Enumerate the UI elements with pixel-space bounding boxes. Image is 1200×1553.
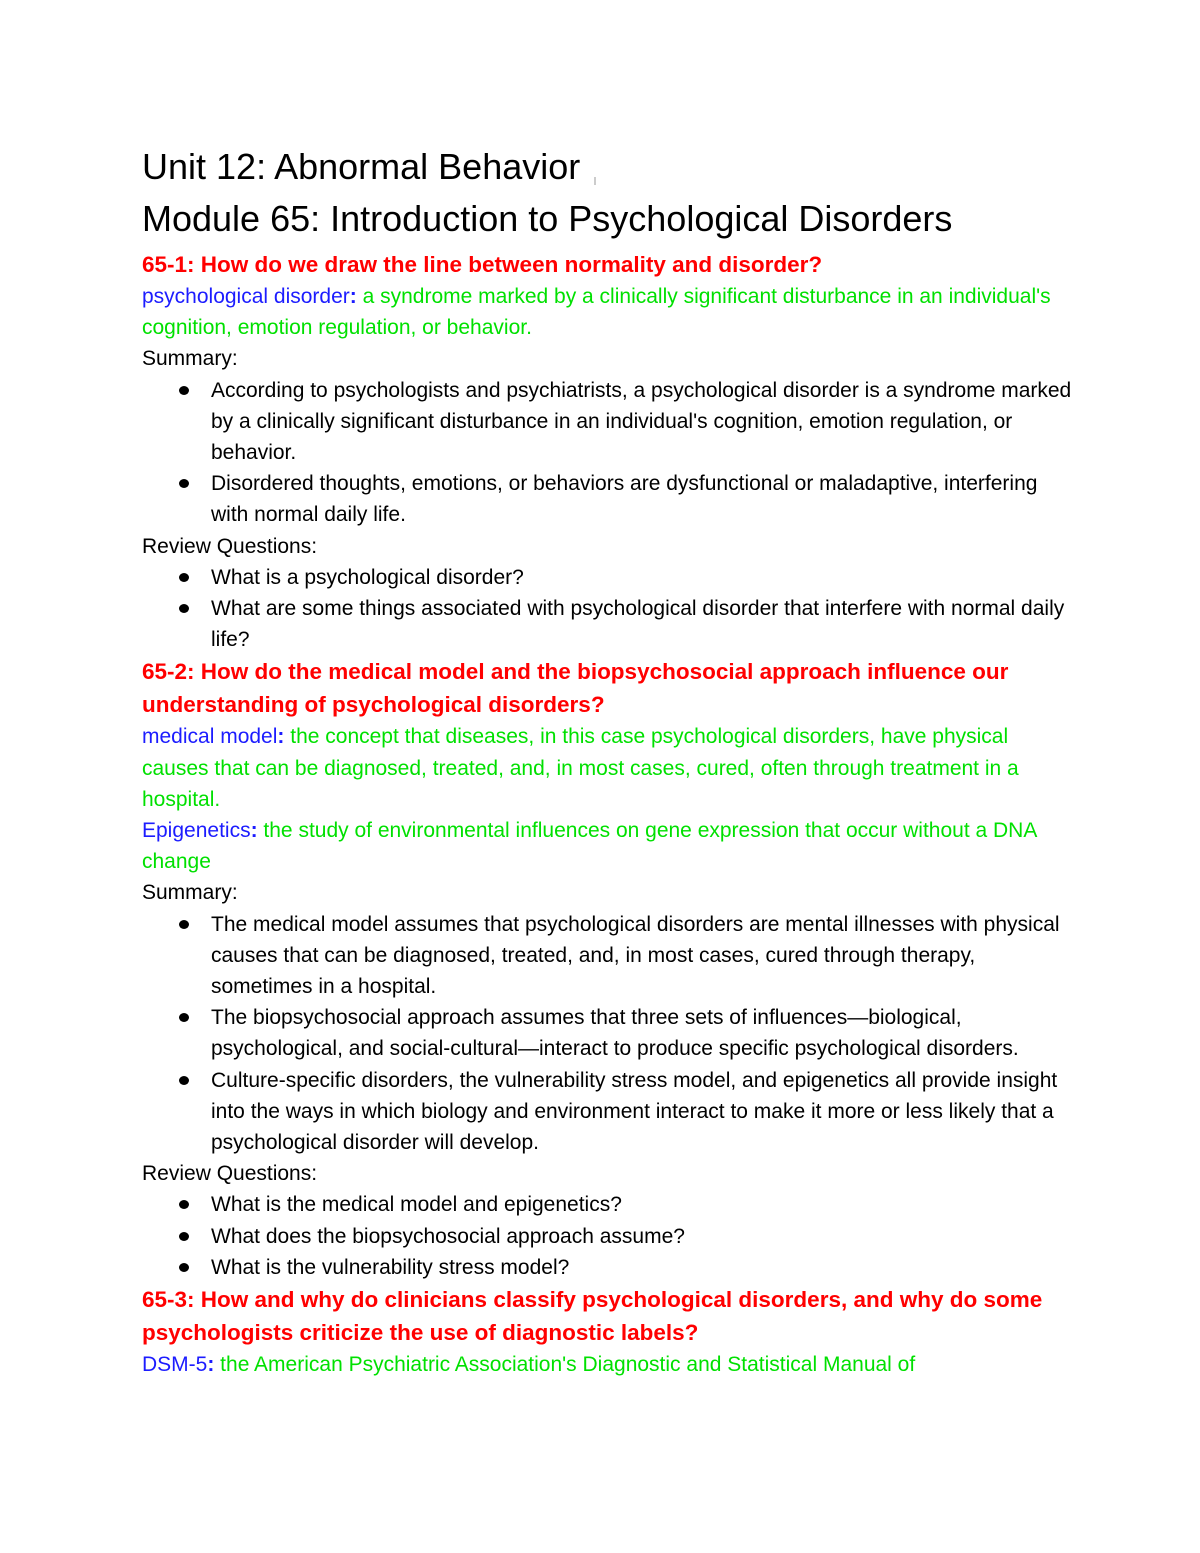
definition-term: DSM-5 bbox=[142, 1353, 208, 1377]
summary-label: Summary: bbox=[142, 347, 238, 371]
definition-text: a syndrome marked by a clinically significant disturbance in an individual's cognition, emotion regulation, or behavior. bbox=[142, 285, 1051, 340]
definition-colon: : bbox=[207, 1353, 215, 1377]
bullet-dot-icon bbox=[179, 1076, 189, 1085]
review-item: What are some things associated with psychological disorder that interfere with normal daily life? bbox=[211, 593, 1072, 655]
summary-item: The medical model assumes that psychological disorders are mental illnesses with physical causes that can be diagnosed, treated, and, in most cases, cured through therapy, sometimes in a hospital. bbox=[211, 909, 1072, 1003]
definition-text: the American Psychiatric Association's Diagnostic and Statistical Manual of bbox=[214, 1353, 916, 1377]
bullet-dot-icon bbox=[179, 1232, 189, 1241]
definition-term: Epigenetics bbox=[142, 819, 251, 843]
bullet-dot-icon bbox=[179, 920, 189, 929]
bullet-dot-icon bbox=[179, 1263, 189, 1272]
section-65-2 bbox=[142, 655, 1072, 1283]
review-item: What is a psychological disorder? bbox=[211, 562, 1072, 593]
definition-text: the study of environmental influences on gene expression that occur without a DNA change bbox=[142, 819, 1037, 874]
section-question: 65-1: How do we draw the line between normality and disorder? bbox=[142, 252, 823, 277]
definition-term: medical model bbox=[142, 725, 278, 749]
section-question: 65-2: How do the medical model and the biopsychosocial approach influence our understanding of psychological disorders? bbox=[142, 659, 1009, 718]
definition-term: psychological disorder bbox=[142, 285, 350, 308]
review-item: What does the biopsychosocial approach assume? bbox=[211, 1221, 1072, 1252]
review-item: What is the vulnerability stress model? bbox=[211, 1252, 1072, 1283]
document-body bbox=[142, 140, 1072, 1380]
section-65-1 bbox=[142, 248, 1072, 655]
text-cursor-mark bbox=[594, 177, 596, 185]
definition-text: the concept that diseases, in this case psychological disorders, have physical causes that can be diagnosed, treated, and, in most cases, cured, often through treatment in a hospital. bbox=[142, 725, 1019, 811]
summary-item: Disordered thoughts, emotions, or behaviors are dysfunctional or maladaptive, interfering with normal daily life. bbox=[211, 468, 1072, 530]
definition-colon: : bbox=[250, 819, 258, 843]
section-question: 65-3: How and why do clinicians classify psychological disorders, and why do some psychologists criticize the use of diagnostic labels? bbox=[142, 1287, 1043, 1346]
definition bbox=[142, 1349, 1072, 1380]
definition bbox=[142, 281, 1072, 343]
bullet-dot-icon bbox=[179, 386, 189, 395]
review-item: What is the medical model and epigenetics? bbox=[211, 1189, 1072, 1220]
review-list bbox=[142, 562, 1072, 656]
summary-label: Summary: bbox=[142, 881, 238, 905]
module-title: Module 65: Introduction to Psychological Disorders bbox=[142, 198, 953, 239]
bullet-dot-icon bbox=[179, 1013, 189, 1022]
section-65-3 bbox=[142, 1283, 1072, 1380]
review-label: Review Questions: bbox=[142, 1162, 318, 1186]
bullet-dot-icon bbox=[179, 604, 189, 613]
summary-list bbox=[142, 909, 1072, 1159]
summary-item: The biopsychosocial approach assumes that three sets of influences—biological, psychological, and social-cultural—interact to produce specific psychological disorders. bbox=[211, 1002, 1072, 1064]
definition bbox=[142, 721, 1072, 815]
summary-item: Culture-specific disorders, the vulnerability stress model, and epigenetics all provide insight into the ways in which biology and environment interact to make it more or less likely that a psychological disorder will develop. bbox=[211, 1065, 1072, 1159]
bullet-dot-icon bbox=[179, 479, 189, 488]
definition-colon: : bbox=[277, 725, 285, 749]
definition bbox=[142, 815, 1072, 877]
summary-list bbox=[142, 375, 1072, 531]
review-list bbox=[142, 1189, 1072, 1283]
bullet-dot-icon bbox=[179, 573, 189, 582]
unit-title: Unit 12: Abnormal Behavior bbox=[142, 140, 1072, 194]
definition-colon: : bbox=[349, 285, 357, 308]
review-label: Review Questions: bbox=[142, 534, 318, 558]
bullet-dot-icon bbox=[179, 1200, 189, 1209]
summary-item: According to psychologists and psychiatrists, a psychological disorder is a syndrome marked by a clinically significant disturbance in an individual's cognition, emotion regulation, or behavior. bbox=[211, 375, 1072, 469]
